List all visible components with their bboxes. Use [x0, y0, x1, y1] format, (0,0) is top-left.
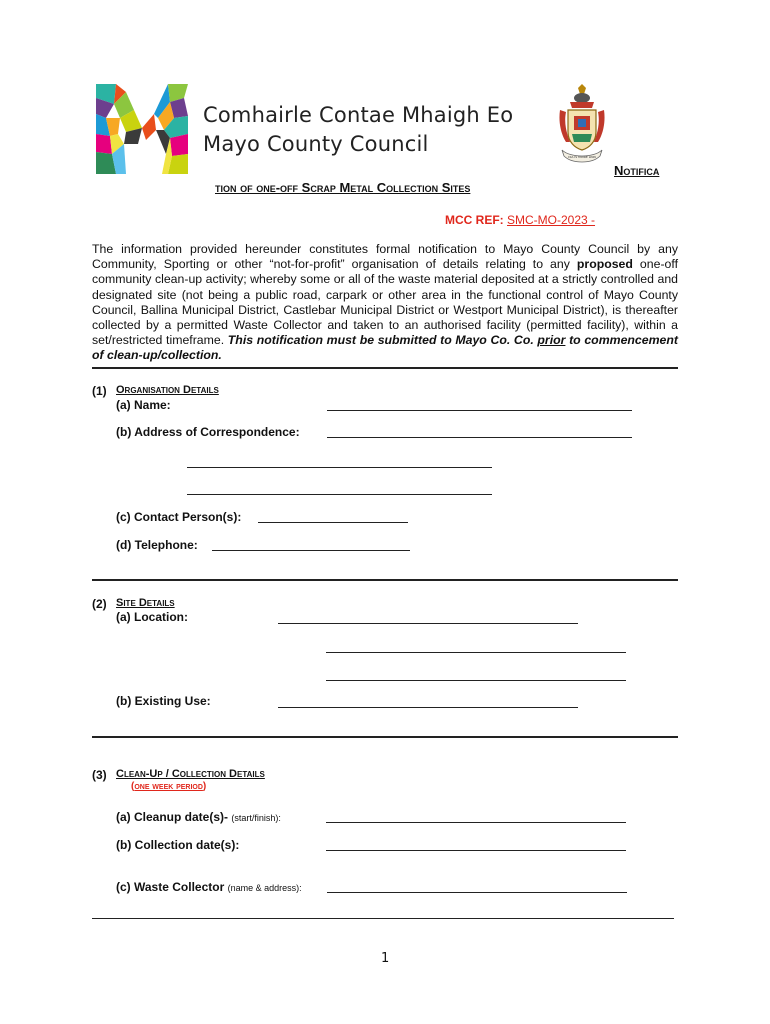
period-close: ) [202, 781, 207, 792]
telephone-field[interactable] [212, 550, 410, 551]
collection-field[interactable] [326, 850, 626, 851]
county-crest [556, 84, 608, 168]
intro-text-1: The information provided hereunder constitutes formal notification to Mayo County Council by any Community, Sporting or other “not-for-profit” organisation of details relating to any [92, 242, 678, 272]
collector-label [116, 880, 302, 894]
council-name-english: Mayo County Council [203, 132, 429, 156]
intro-bold-word: proposed [576, 257, 633, 272]
location-field-3[interactable] [326, 680, 626, 681]
cleanup-label-text: (a) Cleanup date(s)- [116, 810, 232, 824]
mcc-ref [445, 213, 595, 227]
section2-heading: Site Details [116, 597, 175, 609]
crest-motto: DIA IS MUIRE LINN [568, 155, 596, 159]
council-name-irish: Comhairle Contae Mhaigh Eo [203, 103, 514, 127]
section1-heading: Organisation Details [116, 384, 219, 396]
period-note [131, 781, 206, 792]
section3-number: (3) [92, 768, 107, 782]
address-field-3[interactable] [187, 494, 492, 495]
section-divider-3 [92, 736, 678, 738]
location-label: (a) Location: [116, 610, 188, 624]
page-number: 1 [381, 951, 390, 966]
cleanup-label [116, 810, 281, 824]
existing-use-field[interactable] [278, 707, 578, 708]
location-field-2[interactable] [326, 652, 626, 653]
name-field[interactable] [327, 410, 632, 411]
intro-emphasis-1: This notification must be submitted to Mayo Co. Co. [227, 333, 538, 348]
section3-heading: Clean-Up / Collection Details [116, 768, 265, 780]
intro-text-2: one-off community clean-up activity; whereby some or all of the waste material deposited at a strictly controlled and designated site (not being a public road, carpark or other area in the functional control of Mayo County Council, Ballina Municipal District, Castlebar Municipal District or Westport Municipal District), is thereafter collected by a permitted Waste Collector and taken to an authorised facility (permitted facility), within a set/restricted timeframe. [92, 257, 678, 348]
mayo-m-logo [96, 84, 188, 174]
intro-paragraph [92, 242, 678, 364]
address-label: (b) Address of Correspondence: [116, 425, 300, 439]
section-divider-1 [92, 367, 678, 369]
collector-field[interactable] [327, 892, 627, 893]
address-field-1[interactable] [327, 437, 632, 438]
contact-label: (c) Contact Person(s): [116, 510, 242, 524]
name-label: (a) Name: [116, 398, 171, 412]
section1-number: (1) [92, 384, 107, 398]
period-open: ( [131, 781, 135, 792]
contact-field[interactable] [258, 522, 408, 523]
address-field-2[interactable] [187, 467, 492, 468]
title-part2: tion of one-off Scrap Metal Collection Sites [215, 180, 471, 195]
location-field-1[interactable] [278, 623, 578, 624]
mcc-ref-value: SMC-MO-2023 - [507, 213, 596, 227]
bottom-rule [92, 918, 674, 919]
collection-label: (b) Collection date(s): [116, 838, 240, 852]
telephone-label: (d) Telephone: [116, 538, 198, 552]
section-divider-2 [92, 579, 678, 581]
period-text: one week period [134, 781, 203, 792]
existing-use-label: (b) Existing Use: [116, 694, 211, 708]
section2-number: (2) [92, 597, 107, 611]
collector-hint: (name & address): [227, 883, 302, 893]
intro-emphasis-2: to commencement of clean-up/collection. [92, 333, 678, 363]
cleanup-hint: (start/finish): [231, 813, 281, 823]
cleanup-field[interactable] [326, 822, 626, 823]
collector-label-text: (c) Waste Collector [116, 880, 228, 894]
title-part1: Notifica [614, 163, 660, 178]
mcc-ref-label: MCC REF: [445, 213, 504, 227]
intro-emphasis-prior: prior [537, 333, 566, 348]
